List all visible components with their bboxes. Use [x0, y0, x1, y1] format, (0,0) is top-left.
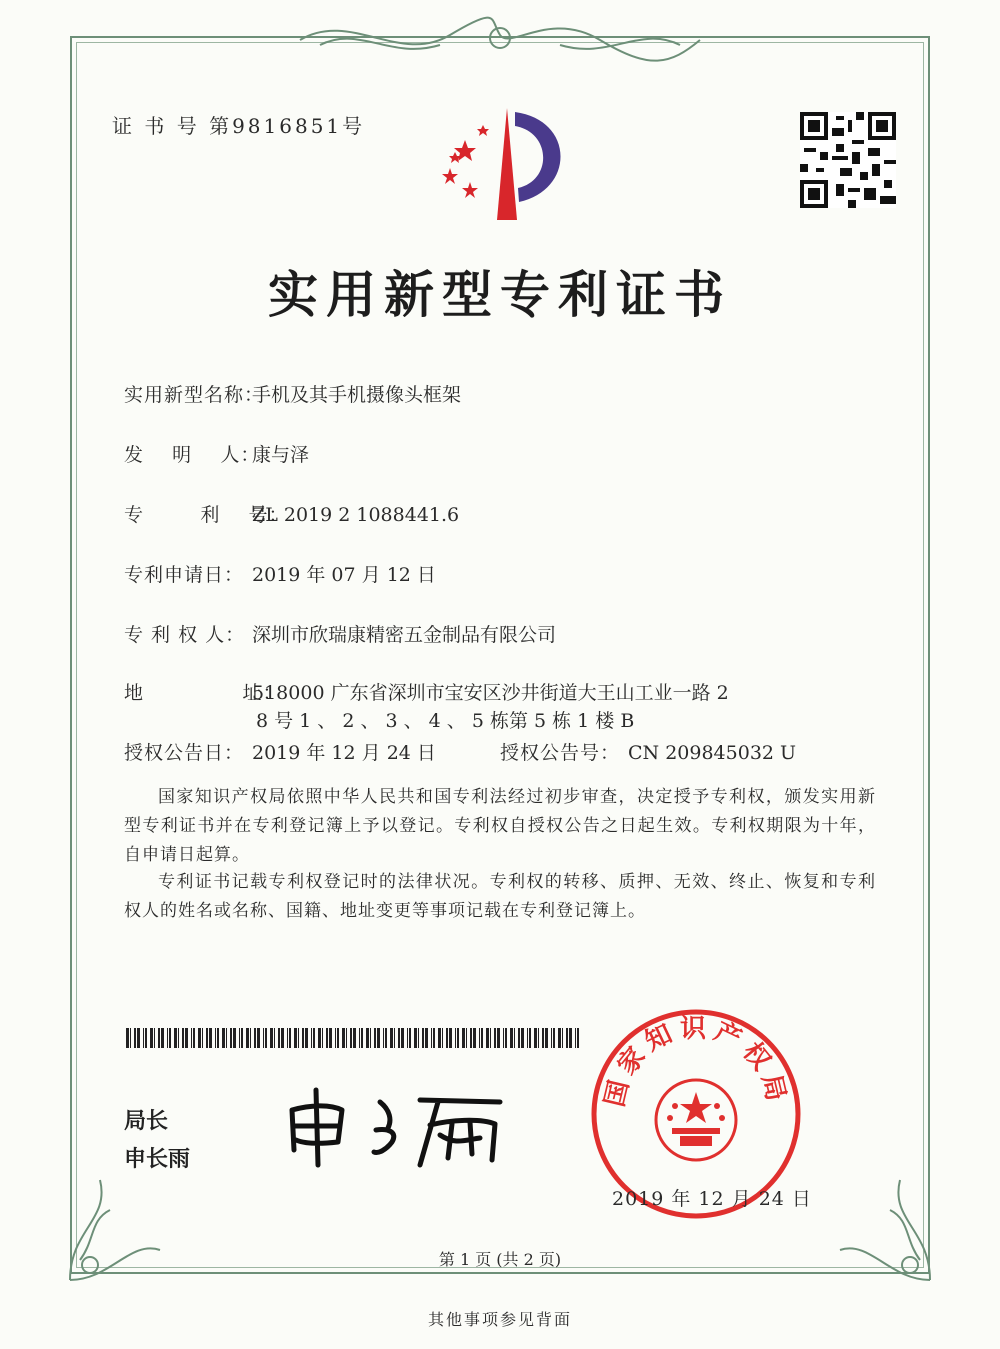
- field-value: CN 209845032 U: [628, 742, 797, 764]
- field-utility-model-name: [124, 380, 461, 407]
- field-value: 2019 年 12 月 24 日: [252, 742, 436, 764]
- back-note: 其他事项参见背面: [427, 1310, 572, 1329]
- signature-icon: [280, 1080, 510, 1170]
- seal-date: 2019 年 12 月 24 日: [612, 1188, 812, 1210]
- barcode-icon: [126, 1028, 582, 1048]
- field-label: 授权公告号：: [500, 742, 621, 764]
- field-value: 深圳市欣瑞康精密五金制品有限公司: [252, 624, 557, 646]
- field-value: 2019 年 07 月 12 日: [252, 564, 436, 586]
- field-patent-number: [124, 500, 459, 527]
- seal-text: 国家知识产权局: [599, 1014, 793, 1110]
- qr-code-icon: [800, 112, 896, 208]
- certificate-title: 实用新型专利证书: [268, 266, 732, 324]
- cnipa-emblem-icon: [425, 100, 585, 230]
- field-inventor: [124, 440, 309, 467]
- field-label: 授权公告日：: [124, 742, 245, 764]
- field-value: ZL 2019 2 1088441.6: [252, 504, 460, 526]
- field-grant-date: [124, 738, 436, 765]
- field-value: 手机及其手机摄像头框架: [252, 384, 462, 406]
- statement-paragraph: 专利证书记载专利权登记时的法律状况。专利权的转移、质押、无效、终止、恢复和专利权人的姓名或名称、国籍、地址变更等事项记载在专利登记簿上。: [124, 872, 876, 921]
- field-patentee: [124, 620, 556, 647]
- field-label: 专利申请日：: [124, 564, 245, 586]
- field-value: 518000 广东省深圳市宝安区沙井街道大王山工业一路 2: [252, 682, 729, 704]
- statement-paragraph: 国家知识产权局依照中华人民共和国专利法经过初步审查，决定授予专利权，颁发实用新型专利证书并在专利登记簿上予以登记。专利权自授权公告之日起生效。专利权期限为十年，自申请日起算。: [124, 787, 876, 865]
- field-label: 专 利 权 人：: [124, 624, 246, 646]
- field-value: 康与泽: [252, 444, 310, 466]
- page-number: 第 1 页 (共 2 页): [438, 1250, 562, 1269]
- field-address-line2: 8 号 1 、 2 、 3 、 4 、 5 栋第 5 栋 1 楼 B: [256, 710, 635, 732]
- director-name: 申长雨: [124, 1147, 191, 1172]
- field-label: 地 址：: [124, 682, 283, 704]
- field-label: 发 明 人：: [124, 444, 261, 466]
- field-filing-date: [124, 560, 436, 587]
- certificate-number: 证 书 号 第9816851号: [112, 114, 366, 138]
- field-grant-number: [500, 738, 796, 765]
- field-address: [124, 678, 729, 705]
- top-ornament-icon: [290, 10, 710, 70]
- field-label: 实用新型名称：: [124, 384, 265, 406]
- director-title: 局长: [124, 1109, 169, 1134]
- field-label: 专 利 号：: [124, 504, 289, 526]
